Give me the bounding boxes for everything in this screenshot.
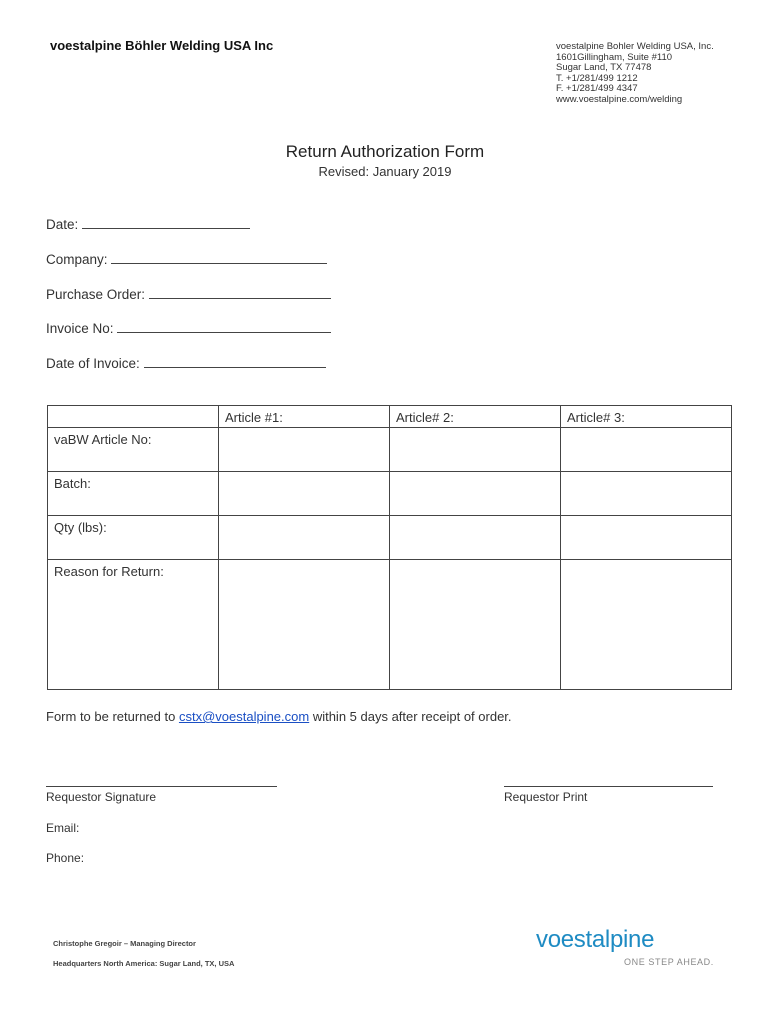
purchase-order-label: Purchase Order: <box>46 287 146 302</box>
table-header-cell: Article# 2: <box>390 406 561 428</box>
requestor-print-line[interactable] <box>504 786 713 787</box>
address-line: 1601Gillingham, Suite #110 <box>556 51 673 63</box>
director-name: Christophe Gregoir – Managing Director <box>53 939 196 948</box>
table-row <box>48 516 732 560</box>
table-cell[interactable] <box>219 472 390 516</box>
company-field[interactable] <box>46 251 327 267</box>
articles-table <box>47 405 732 690</box>
form-title: Return Authorization Form <box>285 142 485 161</box>
table-row <box>48 428 732 472</box>
purchase-order-field[interactable] <box>46 286 331 302</box>
company-address <box>556 42 714 105</box>
table-header-row <box>48 406 732 428</box>
invoice-no-label: Invoice No: <box>46 321 114 336</box>
table-cell[interactable] <box>561 516 732 560</box>
return-email-link[interactable]: cstx@voestalpine.com <box>178 709 310 724</box>
requestor-print-label: Requestor Print <box>504 790 588 804</box>
table-header-cell: Article #1: <box>219 406 390 428</box>
table-cell[interactable] <box>219 560 390 690</box>
invoice-no-line[interactable] <box>117 320 331 333</box>
table-header-cell <box>48 406 219 428</box>
table-header-cell: Article# 3: <box>561 406 732 428</box>
purchase-order-line[interactable] <box>149 286 331 299</box>
address-line: F. +1/281/499 4347 <box>556 83 638 94</box>
return-note <box>46 709 512 724</box>
company-label: Company: <box>46 252 108 267</box>
row-label: Batch: <box>48 472 219 516</box>
invoice-no-field[interactable] <box>46 320 331 336</box>
table-cell[interactable] <box>390 428 561 472</box>
table-cell[interactable] <box>561 428 732 472</box>
note-prefix: Form to be returned to <box>46 709 179 724</box>
company-name: voestalpine Böhler Welding USA Inc <box>50 38 274 53</box>
email-label: Email: <box>46 821 80 835</box>
row-label: Reason for Return: <box>48 560 219 690</box>
date-line[interactable] <box>82 216 250 229</box>
date-of-invoice-label: Date of Invoice: <box>46 356 140 371</box>
address-line: T. +1/281/499 1212 <box>556 72 638 84</box>
date-field[interactable] <box>46 216 250 232</box>
date-of-invoice-line[interactable] <box>144 355 326 368</box>
note-suffix: within 5 days after receipt of order. <box>309 709 512 724</box>
table-row <box>48 560 732 690</box>
logo-tagline: ONE STEP AHEAD. <box>624 957 714 967</box>
address-line: voestalpine Bohler Welding USA, Inc. <box>556 41 714 52</box>
address-line: Sugar Land, TX 77478 <box>556 62 652 73</box>
table-cell[interactable] <box>219 516 390 560</box>
table-row <box>48 472 732 516</box>
table-cell[interactable] <box>219 428 390 472</box>
table-cell[interactable] <box>390 560 561 690</box>
date-label: Date: <box>46 217 79 232</box>
headquarters-note: Headquarters North America: Sugar Land, TX, USA <box>53 959 235 968</box>
table-cell[interactable] <box>390 472 561 516</box>
requestor-signature-line[interactable] <box>46 786 277 787</box>
voestalpine-logo: voestalpine <box>536 926 655 953</box>
table-cell[interactable] <box>561 560 732 690</box>
company-line[interactable] <box>111 251 327 264</box>
form-revision: Revised: January 2019 <box>318 164 452 179</box>
row-label: vaBW Article No: <box>48 428 219 472</box>
table-cell[interactable] <box>390 516 561 560</box>
requestor-signature-label: Requestor Signature <box>46 790 157 804</box>
address-line: www.voestalpine.com/welding <box>556 93 683 105</box>
table-cell[interactable] <box>561 472 732 516</box>
row-label: Qty (lbs): <box>48 516 219 560</box>
date-of-invoice-field[interactable] <box>46 355 326 371</box>
phone-label: Phone: <box>46 851 85 865</box>
